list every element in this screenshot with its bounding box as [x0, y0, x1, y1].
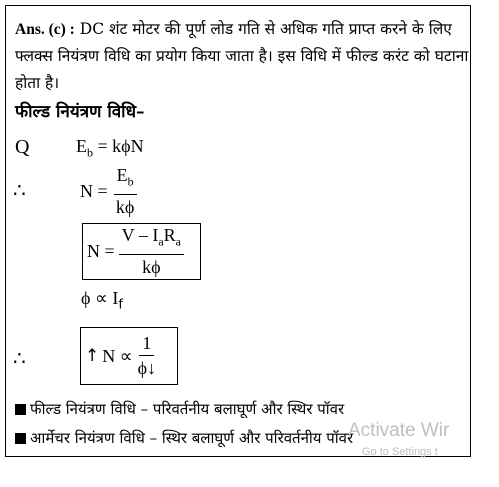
bullet-field-control — [15, 399, 344, 419]
answer-text: DC शंट मोटर की पूर्ण लोड गति से अधिक गति प्राप्त करने के लिए फ्लक्स नियंत्रण विधि का प्रयोग किया जाता है। इस विधि में फील्ड करंट को घटाना होता है। — [15, 20, 469, 92]
therefore-symbol-2: ∴ — [13, 348, 26, 370]
answer-label: Ans. (c) : — [15, 21, 75, 38]
bullet-text-1: फील्ड नियंत्रण विधि – परिवर्तनीय बलाघूर्ण और स्थिर पॉवर — [30, 400, 345, 418]
square-bullet-icon — [15, 433, 26, 444]
n-prop: N ∝ — [102, 345, 133, 366]
n-equals-1: N = — [80, 180, 108, 201]
boxed-speed-proportion — [80, 327, 178, 385]
because-symbol: Q — [15, 136, 30, 158]
back-emf-equation — [76, 136, 144, 161]
boxed-speed-equation — [82, 223, 201, 280]
fraction-1-denominator: kϕ — [115, 196, 135, 217]
activation-watermark-subtitle: Go to Settings t — [362, 446, 438, 458]
if-subscript: f — [118, 297, 123, 313]
up-arrow-icon: ↑ — [85, 346, 100, 366]
therefore-symbol-1: ∴ — [13, 180, 26, 202]
fraction-eb-over-kphi — [114, 164, 137, 219]
activation-watermark-title: Activate Wir — [348, 420, 450, 441]
speed-equation-1 — [80, 164, 137, 219]
eb-subscript: b — [87, 145, 93, 160]
bullet-text-2: आर्मेचर नियंत्रण विधि – स्थिर बलाघूर्ण और परिवर्तनीय पॉवर — [30, 429, 354, 447]
fraction-1-numerator: $E_b$ — [114, 164, 137, 195]
square-bullet-icon — [15, 404, 26, 415]
answer-box — [5, 5, 471, 457]
fraction-2-numerator: V – $I_aR_a$ — [119, 224, 184, 255]
answer-paragraph — [15, 16, 469, 97]
bullet-armature-control — [15, 428, 353, 448]
n-equals-2: N = — [87, 241, 115, 261]
fraction-3-denominator: ϕ↓ — [137, 358, 157, 378]
phi-prop-if: ϕ ∝ I — [81, 288, 119, 308]
flux-proportional-equation — [81, 288, 123, 313]
section-heading: फील्ड नियंत्रण विधि– — [15, 102, 145, 122]
fraction-3-numerator: 1 — [139, 332, 154, 356]
fraction-v-minus-iara-over-kphi — [119, 224, 184, 279]
fraction-2-denominator: kϕ — [142, 256, 161, 277]
eb-symbol: E — [76, 136, 87, 156]
eb-rhs: = kϕN — [93, 136, 144, 156]
fraction-one-over-phi — [138, 332, 156, 380]
